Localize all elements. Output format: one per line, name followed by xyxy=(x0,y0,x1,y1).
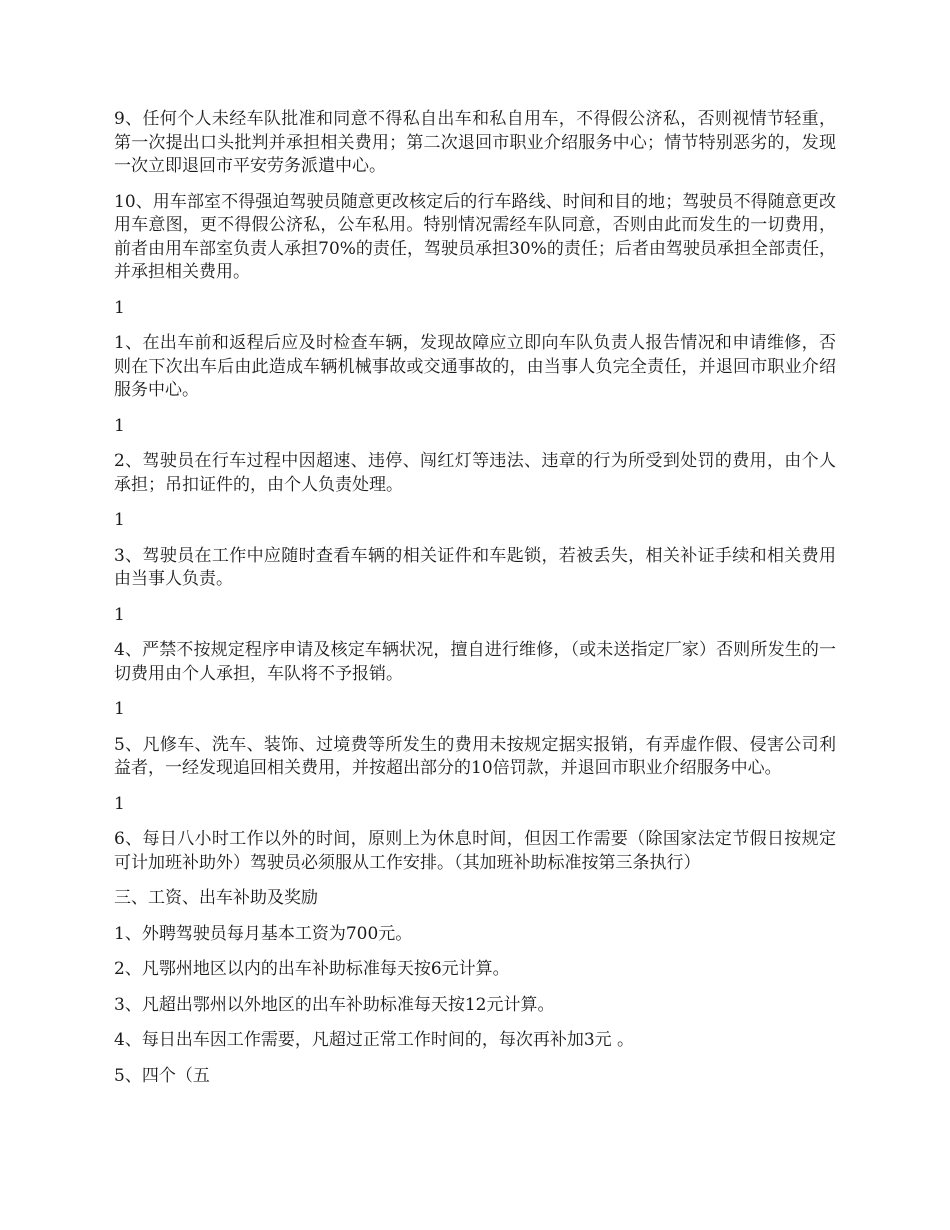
paragraph-marker: 1 xyxy=(114,699,125,719)
paragraph-item-5: 5、凡修车、洗车、装饰、过境费等所发生的费用未按规定据实报销，有弄虚作假、侵害公司利益者，一经发现追回相关费用，并按超出部分的10倍罚款，并退回市职业介绍服务中心。 xyxy=(114,734,836,778)
paragraph-salary-1: 1、外聘驾驶员每月基本工资为700元。 xyxy=(114,923,413,944)
paragraph-salary-2: 2、凡鄂州地区以内的出车补助标准每天按6元计算。 xyxy=(114,959,510,979)
section-heading: 三、工资、出车补助及奖励 xyxy=(114,888,318,908)
paragraph-marker: 1 xyxy=(114,793,125,814)
paragraph-item-6: 6、每日八小时工作以外的时间，原则上为休息时间，但因工作需要（除国家法定节假日按规定可计加班补助外）驾驶员必须服从工作安排。（其加班补助标准按第三条执行） xyxy=(114,829,836,873)
paragraph-salary-3: 3、凡超出鄂州以外地区的出车补助标准每天按12元计算。 xyxy=(114,994,555,1015)
document-page xyxy=(114,108,836,1100)
paragraph-item-4: 4、严禁不按规定程序申请及核定车辆状况，擅自进行维修，（或未送指定厂家）否则所发生的一切费用由个人承担，车队将不予报销。 xyxy=(114,640,836,684)
paragraph-marker: 1 xyxy=(114,604,125,625)
paragraph-rule-9: 9、任何个人未经车队批准和同意不得私自出车和私自用车，不得假公济私，否则视情节轻重，第一次提出口头批判并承担相关费用；第二次退回市职业介绍服务中心；情节特别恶劣的，发现一次立即退回市平安劳务派遣中心。 xyxy=(114,109,836,176)
paragraph-marker: 1 xyxy=(114,415,125,436)
paragraph-salary-4: 4、每日出车因工作需要，凡超过正常工作时间的，每次再补加3元 。 xyxy=(114,1030,635,1050)
paragraph-item-1: 1、在出车前和返程后应及时检查车辆，发现故障应立即向车队负责人报告情况和申请维修，否则在下次出车后由此造成车辆机械事故或交通事故的，由当事人负完全责任，并退回市职业介绍服务中心。 xyxy=(114,333,836,400)
paragraph-salary-5: 5、四个（五 xyxy=(114,1065,210,1086)
paragraph-marker: 1 xyxy=(114,297,125,318)
paragraph-item-2: 2、驾驶员在行车过程中因超速、违停、闯红灯等违法、违章的行为所受到处罚的费用，由个人承担；吊扣证件的，由个人负责处理。 xyxy=(114,451,836,495)
paragraph-rule-10: 10、用车部室不得强迫驾驶员随意更改核定后的行车路线、时间和目的地；驾驶员不得随意更改用车意图，更不得假公济私，公车私用。特别情况需经车队同意，否则由此而发生的一切费用，前者由用车部室负责人承担70%的责任，驾驶员承担30%的责任；后者由驾驶员承担全部责任，并承担相关费用。 xyxy=(114,191,836,282)
paragraph-item-3: 3、驾驶员在工作中应随时查看车辆的相关证件和车匙锁，若被丢失，相关补证手续和相关费用由当事人负责。 xyxy=(114,545,836,589)
paragraph-marker: 1 xyxy=(114,510,125,530)
